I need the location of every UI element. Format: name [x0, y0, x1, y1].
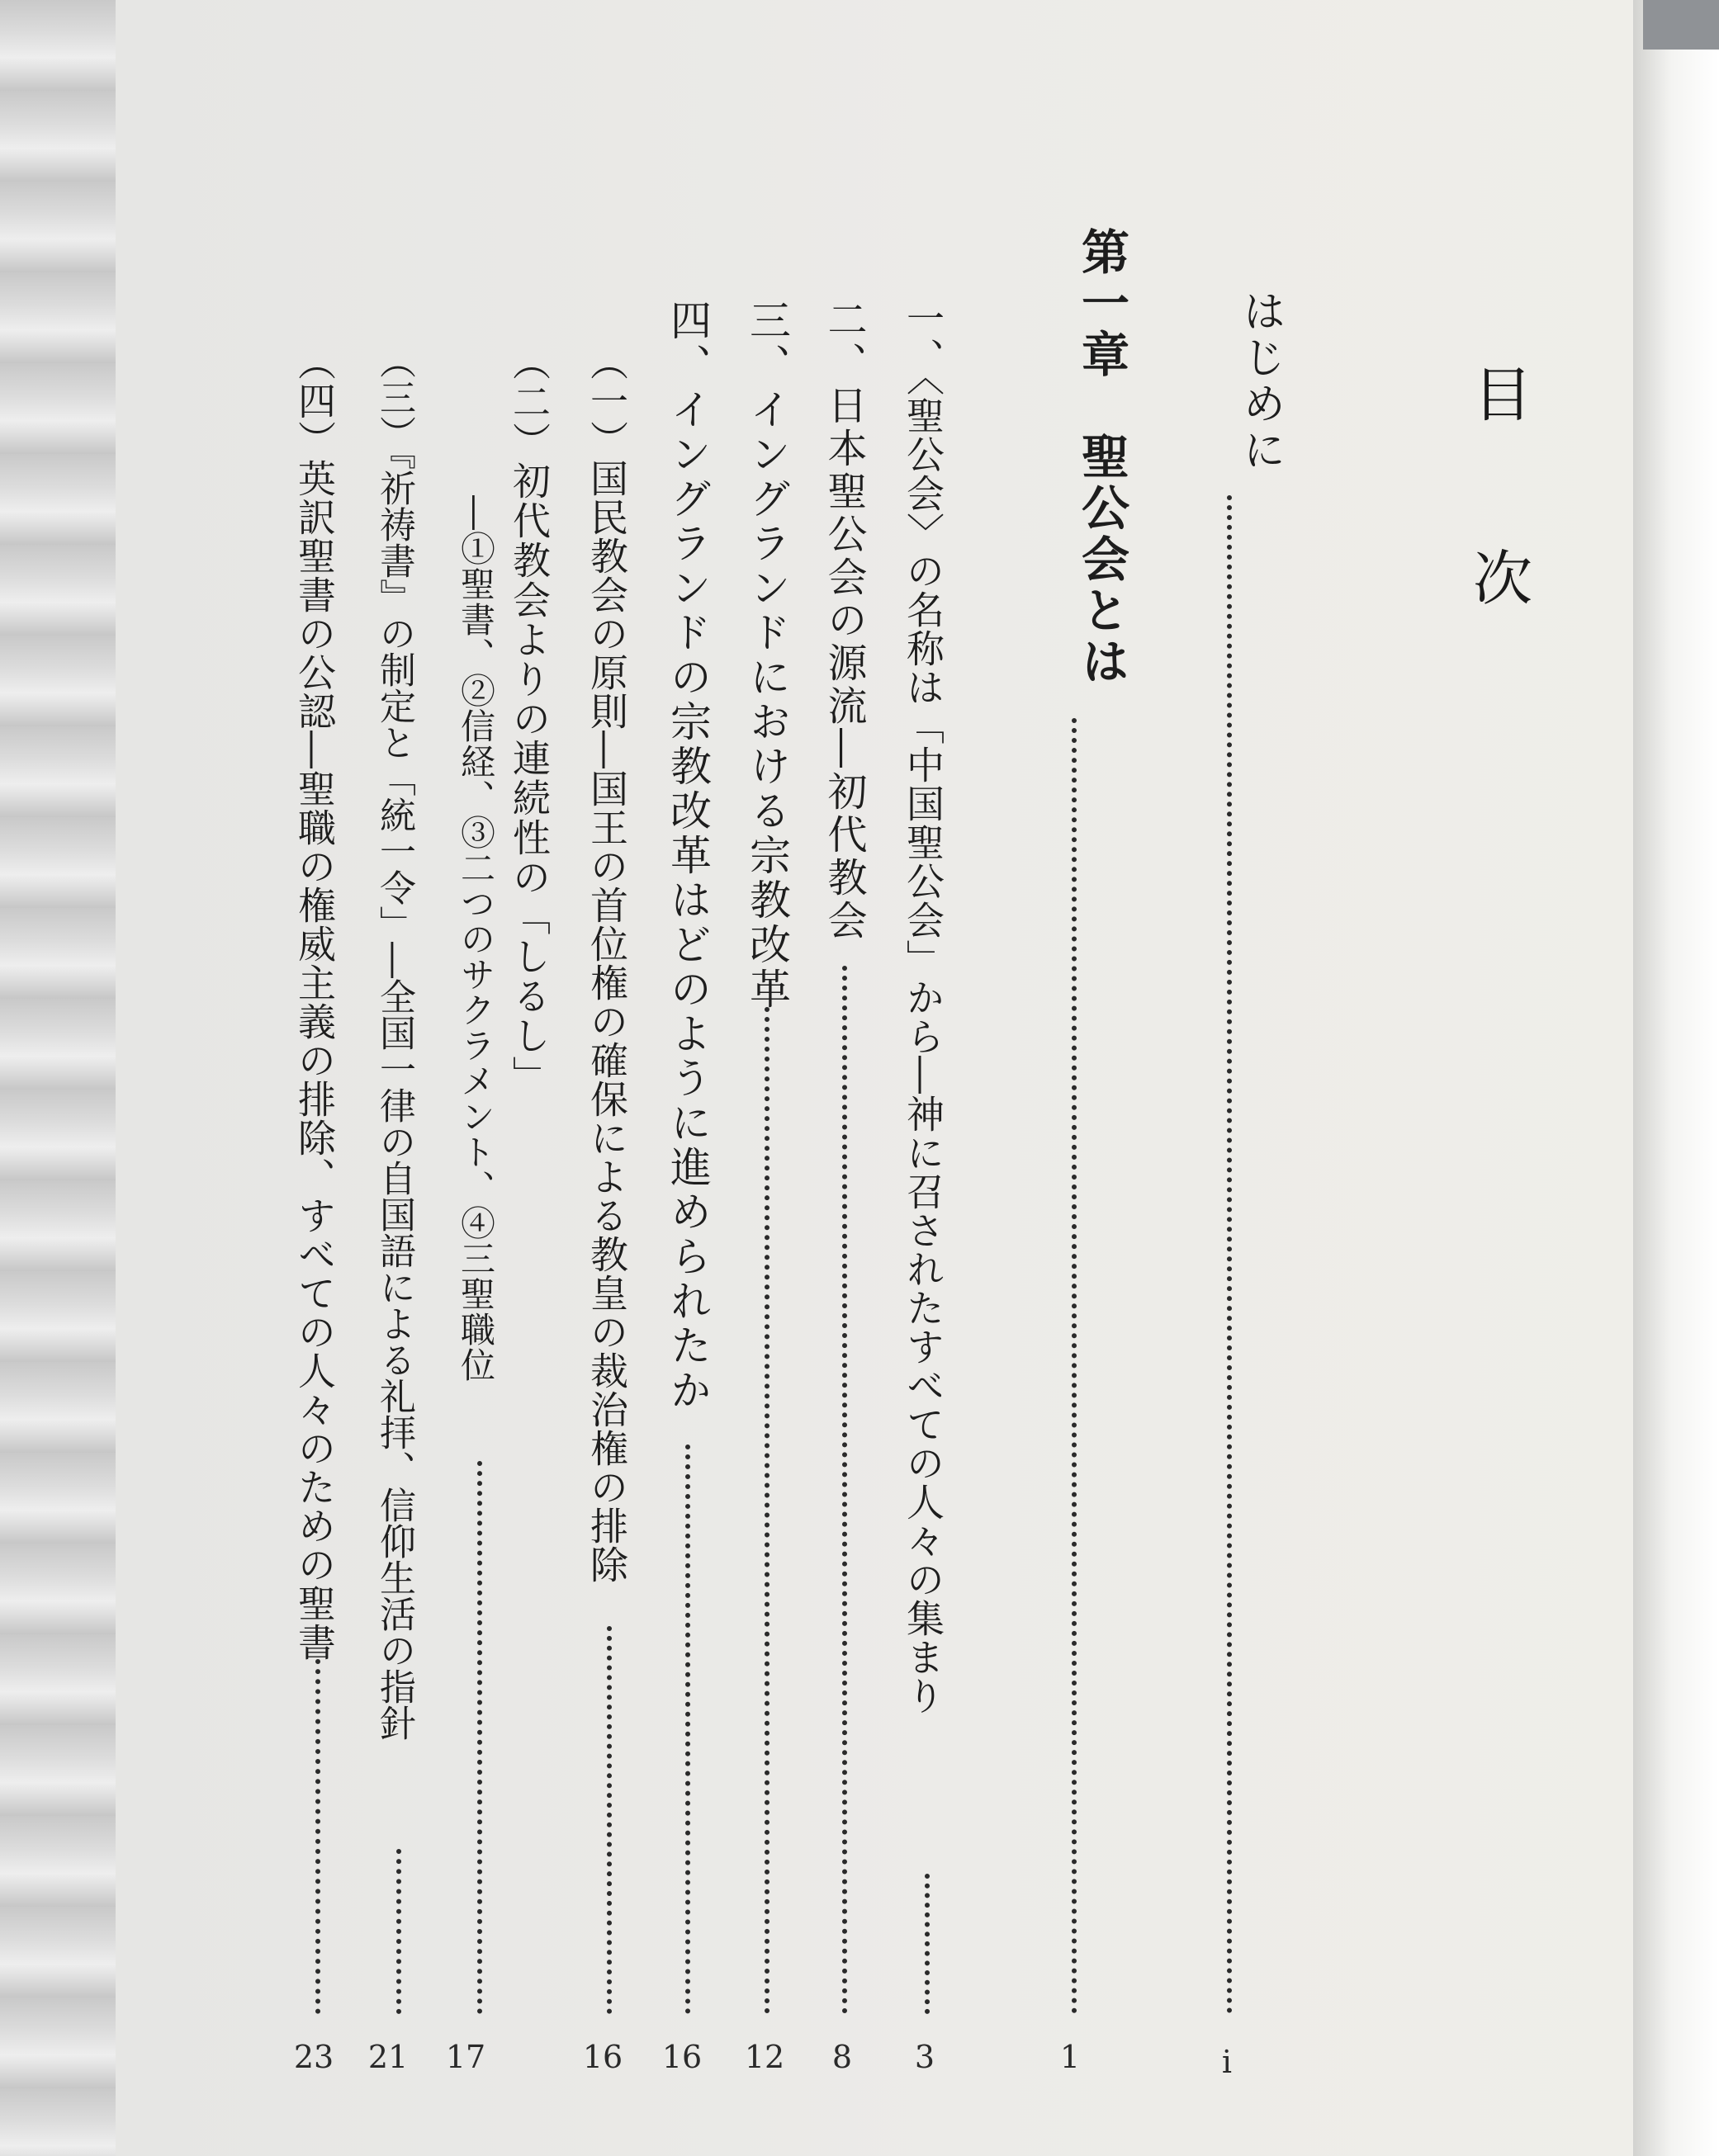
toc-entry-5-page: 16	[661, 2039, 703, 2075]
toc-entry-4-text: 三、イングランドにおける宗教改革	[743, 299, 791, 1012]
toc-entry-3-page: 8	[831, 2039, 853, 2075]
toc-entry-10-page: 23	[293, 2039, 334, 2075]
corner-shadow	[1643, 0, 1719, 50]
toc-entry-0-text: はじめに	[1235, 289, 1285, 474]
page-edge	[1633, 0, 1719, 2156]
book-page	[116, 0, 1643, 2156]
toc-entry-1-leader	[1072, 718, 1077, 2014]
toc-entry-9-page: 21	[367, 2039, 409, 2075]
toc-entry-8-text: ―①聖書、②信経、③二つのサクラメント、④三聖職位	[456, 495, 496, 1383]
toc-entry-7-text: （二）初代教会よりの連続性の「しるし」	[507, 343, 552, 1095]
toc-entry-8-leader	[477, 1461, 482, 2014]
toc-entry-1-text: 第一章 聖公会とは	[1073, 227, 1129, 688]
toc-entry-6-leader	[607, 1626, 612, 2014]
toc-title: 目 次	[1463, 363, 1532, 660]
toc-entry-2-text: 一、〈聖公会〉の名称は「中国聖公会」から―神に召されたすべての人々の集まり	[901, 299, 945, 1715]
toc-entry-8-page: 17	[445, 2039, 486, 2075]
toc-entry-6-text: （一）国民教会の原則―国王の首位権の確保による教皇の裁治権の排除	[585, 343, 629, 1584]
toc-entry-9-text: （三）『祈祷書』の制定と「統一令」―全国一律の自国語による礼拝、信仰生活の指針	[373, 343, 415, 1741]
toc-entry-3-leader	[842, 966, 847, 2014]
toc-entry-4-leader	[765, 1007, 770, 2014]
toc-entry-10-text: （四）英訳聖書の公認―聖職の権威主義の排除、すべての人々のための聖書	[292, 343, 337, 1662]
toc-entry-5-text: 四、イングランドの宗教改革はどのように進められたか	[664, 299, 712, 1413]
toc-entry-6-page: 16	[582, 2039, 623, 2075]
toc-entry-1-page: 1	[1059, 2039, 1081, 2075]
toc-entry-5-leader	[685, 1444, 690, 2014]
toc-entry-2-page: 3	[914, 2039, 935, 2075]
toc-entry-3-text: 二、日本聖公会の源流―初代教会	[821, 299, 867, 943]
toc-entry-0-leader	[1227, 495, 1232, 2014]
toc-entry-0-page: i	[1221, 2044, 1233, 2080]
toc-entry-2-leader	[925, 1874, 930, 2014]
plastic-sleeve	[0, 0, 128, 2156]
toc-entry-10-leader	[315, 1659, 320, 2014]
toc-entry-9-leader	[396, 1849, 401, 2014]
toc-entry-4-page: 12	[744, 2039, 785, 2075]
